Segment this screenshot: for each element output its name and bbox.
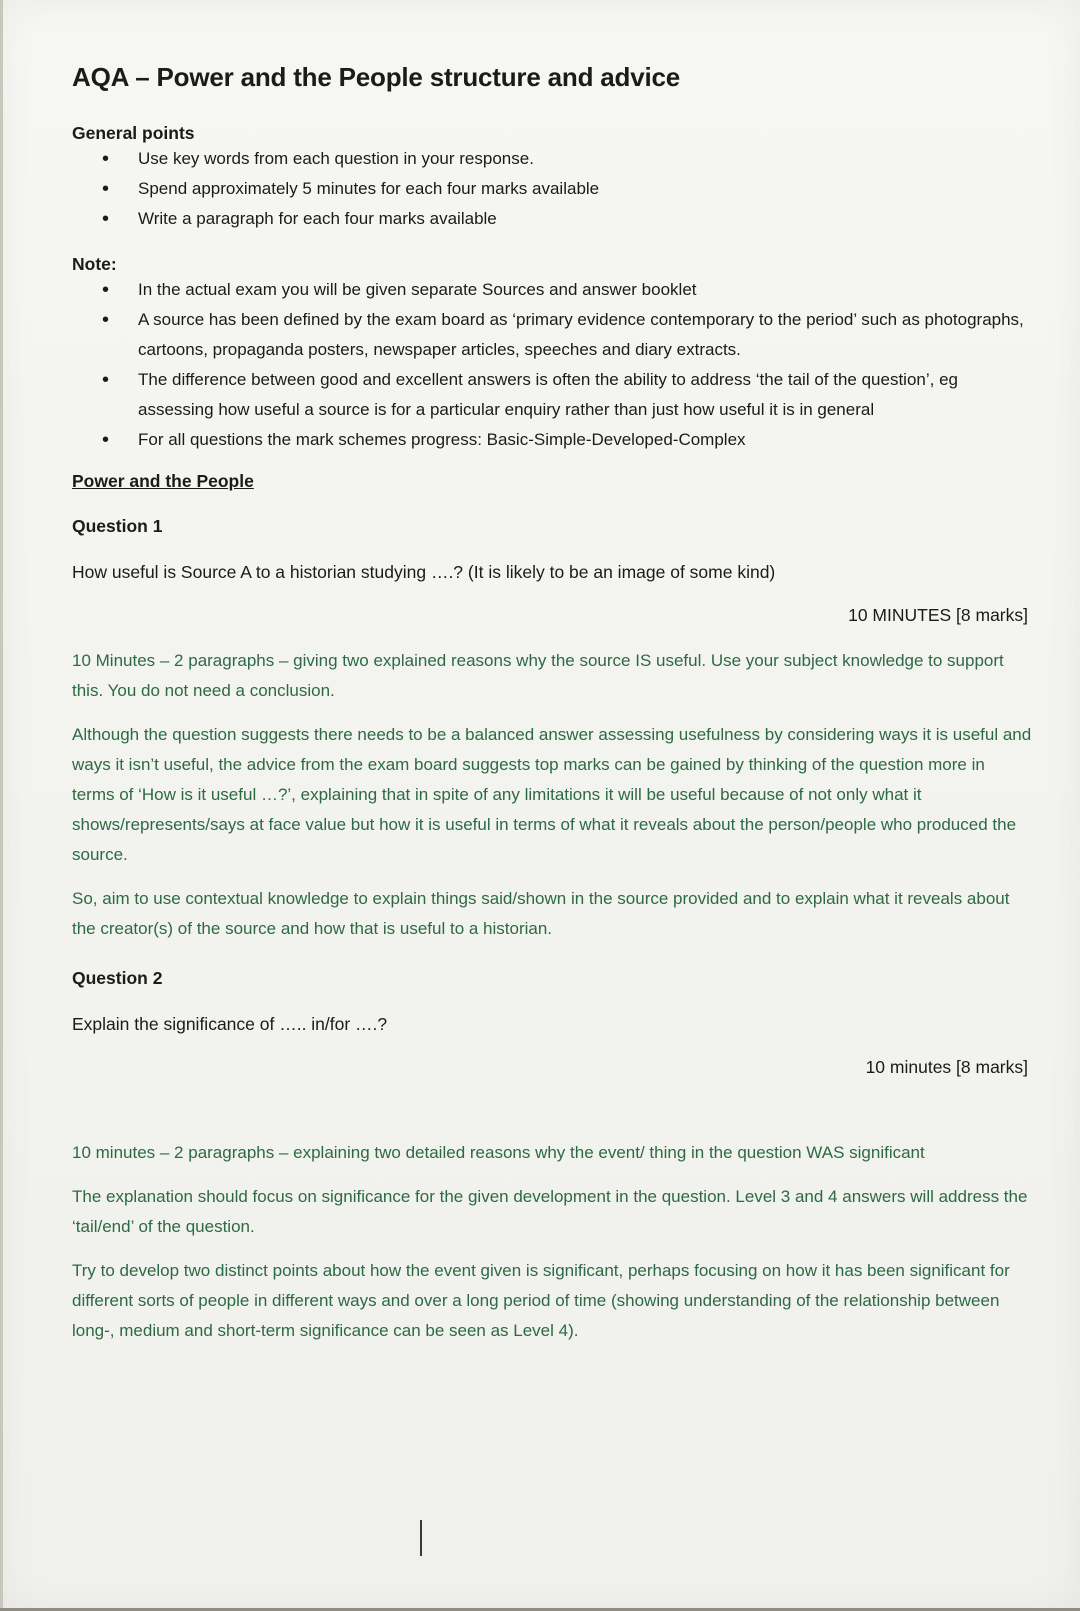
list-item: • For all questions the mark schemes progress: Basic-Simple-Developed-Complex [72, 425, 1032, 455]
question-2-heading: Question 2 [72, 968, 163, 988]
question-1-marks: 10 MINUTES [8 marks] [848, 605, 1028, 625]
question-2-advice-1: 10 minutes – 2 paragraphs – explaining two detailed reasons why the event/ thing in the question WAS significant [72, 1143, 925, 1162]
list-item: • In the actual exam you will be given separate Sources and answer booklet [72, 275, 1032, 305]
question-2-marks: 10 minutes [8 marks] [865, 1057, 1028, 1077]
pen-mark [420, 1520, 422, 1556]
document-content [72, 62, 1032, 1346]
list-item: • The difference between good and excellent answers is often the ability to address ‘the tail of the question’, eg assessing how useful a source is for a particular enquiry rather than just how useful it is in general [72, 365, 1032, 425]
list-item: • Write a paragraph for each four marks available [72, 204, 1032, 234]
question-1-advice-3: So, aim to use contextual knowledge to explain things said/shown in the source provided and to explain what it reveals about the creator(s) of the source and how that is useful to a historian. [72, 889, 1010, 938]
general-points-list [72, 144, 1032, 234]
list-item: • Use key words from each question in your response. [72, 144, 1032, 174]
question-1-advice-1: 10 Minutes – 2 paragraphs – giving two explained reasons why the source IS useful. Use your subject knowledge to support this. You do not need a conclusion. [72, 651, 1004, 700]
section-title: Power and the People [72, 471, 254, 491]
note-list [72, 275, 1032, 455]
question-1-heading: Question 1 [72, 516, 163, 536]
general-points-heading: General points [72, 123, 195, 143]
page-title: AQA – Power and the People structure and advice [72, 62, 681, 92]
list-item: • Spend approximately 5 minutes for each four marks available [72, 174, 1032, 204]
question-2-text: Explain the significance of ….. in/for ….? [72, 1014, 388, 1034]
question-2-advice-3: Try to develop two distinct points about how the event given is significant, perhaps focusing on how it has been significant for different sorts of people in different ways and over a long period of time (showing understanding of the relationship between long-, medium and short-term significance can be seen as Level 4). [72, 1261, 1010, 1340]
page-left-edge [0, 0, 3, 1611]
question-1-advice-2: Although the question suggests there needs to be a balanced answer assessing usefulness by considering ways it is useful and ways it isn’t useful, the advice from the exam board suggests top marks can be gained by thinking of the question more in terms of ‘How is it useful …?’, explaining that in spite of any limitations it will be useful because of not only what it shows/represents/says at face value but how it is useful in terms of what it reveals about the person/people who produced the source. [72, 725, 1032, 864]
question-1-text: How useful is Source A to a historian studying ….? (It is likely to be an image of some kind) [72, 562, 776, 582]
list-item: • A source has been defined by the exam board as ‘primary evidence contemporary to the period’ such as photographs, cartoons, propaganda posters, newspaper articles, speeches and diary extracts. [72, 305, 1032, 365]
question-2-advice-2: The explanation should focus on significance for the given development in the question. Level 3 and 4 answers will address the ‘tail/end’ of the question. [72, 1187, 1028, 1236]
note-heading: Note: [72, 254, 117, 274]
